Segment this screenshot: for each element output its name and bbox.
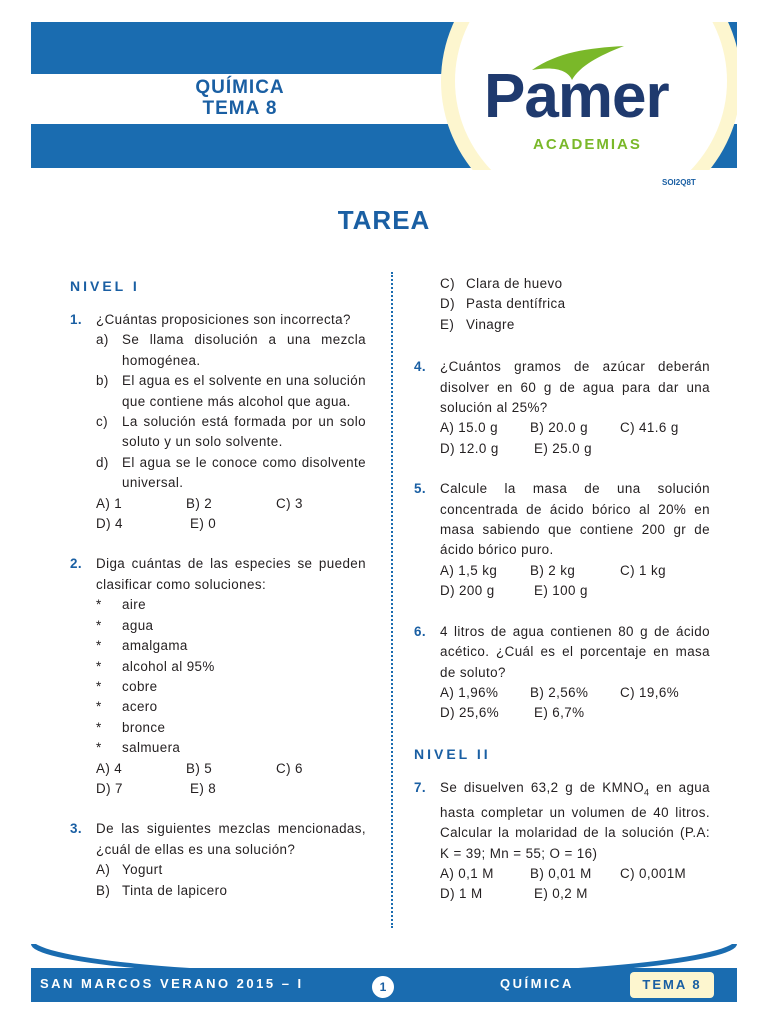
option: B) 2 — [186, 495, 213, 511]
list-item: * alcohol al 95% — [96, 658, 215, 674]
question-5 — [414, 479, 710, 601]
list-item: * cobre — [96, 678, 158, 694]
list-item: * acero — [96, 699, 158, 715]
question-number: 2. — [70, 556, 82, 572]
logo-subtitle: ACADEMIAS — [533, 136, 642, 153]
option: C) 19,6% — [620, 684, 680, 700]
option: A) Yogurt — [96, 862, 163, 878]
right-column — [414, 274, 710, 925]
question-7 — [414, 778, 710, 905]
question-number: 1. — [70, 312, 82, 327]
option: E) 6,7% — [534, 705, 585, 721]
option: A) 1,96% — [440, 684, 499, 700]
question-3-continued — [414, 274, 710, 335]
option: C) 0,001M — [620, 866, 687, 882]
option: A) 1 — [96, 495, 123, 511]
question-text: ¿Cuántos gramos de azúcar deberán disolver en 60 g de agua para dar una solución al 25%? — [440, 359, 710, 416]
question-2 — [70, 554, 366, 799]
topic-label: TEMA 8 — [202, 98, 278, 119]
answer-options — [440, 439, 710, 459]
document-code: SOI2Q8T — [662, 178, 696, 187]
option: C) 1 kg — [620, 562, 666, 578]
question-4 — [414, 357, 710, 459]
option: B) 20.0 g — [530, 420, 588, 436]
option: D) 4 — [96, 516, 123, 532]
answer-options — [440, 683, 710, 703]
proposition-b: b) El agua es el solvente en una solución que contiene más alcohol que agua. — [96, 373, 366, 409]
option: C) 6 — [276, 760, 303, 776]
subject-label: QUÍMICA — [195, 77, 285, 98]
question-6 — [414, 622, 710, 724]
option: D) Pasta dentífrica — [440, 296, 566, 312]
answer-options — [440, 561, 710, 581]
option: E) Vinagre — [440, 316, 515, 332]
option: D) 1 M — [440, 886, 483, 902]
proposition-c: c) La solución está formada por un solo soluto y un solo solvente. — [96, 414, 366, 450]
question-1 — [70, 310, 366, 534]
option: E) 25.0 g — [534, 440, 592, 456]
list-item: * bronce — [96, 719, 166, 735]
option: A) 4 — [96, 760, 123, 776]
page-number: 1 — [370, 974, 396, 1000]
option: A) 0,1 M — [440, 866, 494, 882]
option: D) 200 g — [440, 583, 495, 599]
question-text: Se disuelven 63,2 g de $KMNO_4$ en agua hasta completar un volumen de 40 litros. Calcular la molaridad de la solución (P.A: K = 39; Mn = 55; O = 16) — [440, 779, 710, 861]
footer-course: SAN MARCOS VERANO 2015 – I — [40, 976, 304, 991]
answer-options — [440, 418, 710, 438]
option: C) 3 — [276, 495, 303, 511]
question-number: 5. — [414, 481, 426, 497]
subject-title — [160, 77, 320, 119]
answer-options — [96, 494, 366, 514]
option: C) 41.6 g — [620, 420, 679, 436]
option: B) 2,56% — [530, 684, 589, 700]
answer-options — [96, 514, 366, 534]
option: D) 12.0 g — [440, 440, 499, 456]
answer-options — [440, 864, 710, 884]
column-divider — [391, 272, 393, 928]
page-title: TAREA — [337, 205, 431, 235]
left-column — [70, 276, 366, 921]
option: E) 100 g — [534, 583, 588, 599]
question-number: 7. — [414, 779, 426, 795]
question-text: ¿Cuántas proposiciones son incorrecta? — [96, 312, 351, 327]
list-item: * agua — [96, 617, 154, 633]
option: E) 0 — [190, 516, 217, 532]
question-3 — [70, 819, 366, 901]
section-heading-nivel-1: NIVEL I — [70, 278, 140, 294]
option: A) 1,5 kg — [440, 562, 498, 578]
proposition-d: d) El agua se le conoce como disolvente universal. — [96, 454, 366, 491]
option: B) Tinta de lapicero — [96, 882, 228, 898]
answer-options — [440, 703, 710, 723]
answer-options — [96, 759, 366, 779]
option: E) 8 — [190, 780, 217, 796]
question-text: De las siguientes mezclas mencionadas, ¿cuál de ellas es una solución? — [96, 821, 366, 857]
question-number: 6. — [414, 623, 426, 639]
list-item: * aire — [96, 597, 146, 613]
option: C) Clara de huevo — [440, 276, 563, 291]
option: D) 25,6% — [440, 705, 500, 721]
question-text: Diga cuántas de las especies se pueden clasificar como soluciones: — [96, 556, 366, 592]
option: B) 0,01 M — [530, 866, 592, 882]
footer-subject: QUÍMICA — [500, 976, 574, 991]
proposition-a: a) Se llama disolución a una mezcla homogénea. — [96, 332, 366, 368]
list-item: * amalgama — [96, 638, 188, 654]
answer-options — [440, 884, 710, 904]
option: B) 5 — [186, 760, 213, 776]
question-text: 4 litros de agua contienen 80 g de ácido acético. ¿Cuál es el porcentaje en masa de soluto? — [440, 623, 710, 680]
option: E) 0,2 M — [534, 886, 588, 902]
question-text: Calcule la masa de una solución concentrada de ácido bórico al 20% en masa sabiendo que contiene 200 gr de ácido bórico puro. — [440, 481, 710, 558]
question-number: 4. — [414, 359, 426, 375]
logo-wordmark: Pamer — [484, 62, 669, 131]
question-number: 3. — [70, 821, 82, 837]
footer-topic-badge: TEMA 8 — [630, 972, 714, 998]
option: D) 7 — [96, 780, 123, 796]
option: B) 2 kg — [530, 562, 576, 578]
answer-options — [440, 581, 710, 601]
section-heading-nivel-2: NIVEL II — [414, 745, 491, 762]
answer-options — [96, 779, 366, 799]
option: A) 15.0 g — [440, 420, 498, 436]
list-item: * salmuera — [96, 740, 181, 756]
